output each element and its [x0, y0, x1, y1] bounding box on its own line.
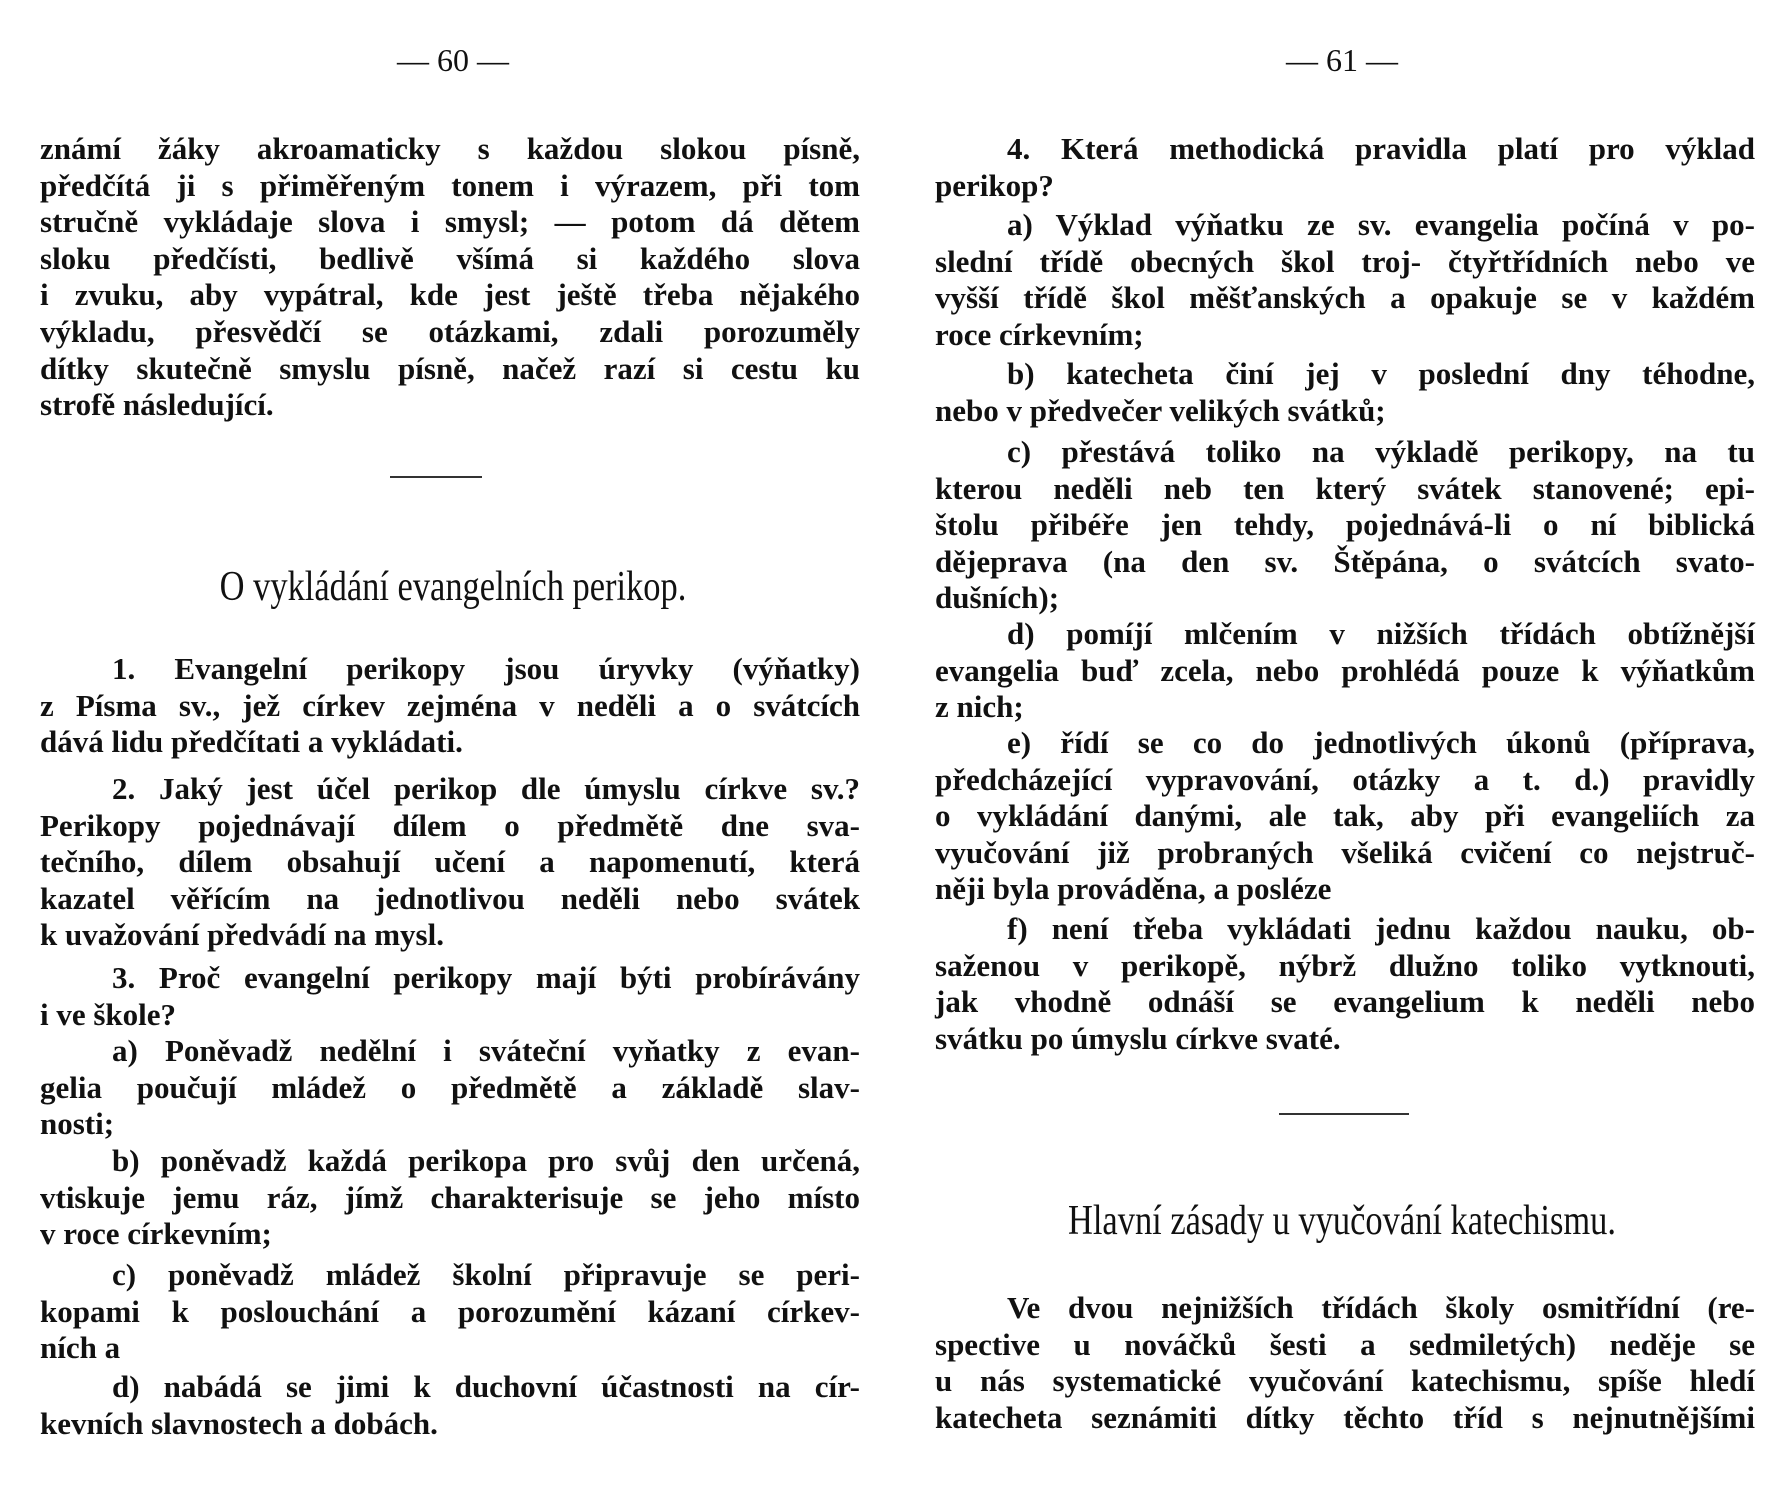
text-line: b) poněvadž každá perikopa pro svůj den určená,	[112, 1143, 860, 1178]
paragraph-closing	[935, 1290, 1755, 1436]
paragraph	[935, 207, 1755, 353]
page-number-left: — 60 —	[397, 42, 509, 78]
paragraph	[935, 356, 1755, 429]
paragraph	[935, 911, 1755, 1057]
paragraph-intro	[40, 131, 860, 424]
text-line: evangelia buď zcela, nebo prohlédá pouze k výňatkům	[935, 652, 1755, 688]
text-line: d) pomíjí mlčením v nižších třídách obtížnější	[1007, 616, 1755, 651]
paragraph	[935, 725, 1755, 908]
text-line: jak vhodně odnáší se evangelium k neděli nebo	[935, 984, 1755, 1020]
text-line: dušních);	[935, 580, 1060, 616]
text-line: slední třídě obecných škol troj- čtyřtřídních nebo ve	[935, 243, 1755, 279]
text-line: u nás systematické vyučování katechismu, spíše hledí	[935, 1363, 1755, 1399]
text-line: a) Výklad výňatku ze sv. evangelia počíná v po-	[1007, 207, 1755, 242]
paragraph	[40, 1369, 860, 1442]
text-line: výkladu, přesvědčí se otázkami, zdali porozuměly	[40, 313, 860, 349]
text-line: k uvažování předvádí na mysl.	[40, 917, 444, 953]
text-line: dítky skutečně smyslu písně, načež razí si cestu ku	[40, 350, 860, 386]
text-line: vyšší třídě škol měšťanských a opakuje se v každém	[935, 280, 1755, 316]
text-line: Perikopy pojednávají dílem o předmětě dne sva-	[40, 807, 860, 843]
text-line: c) poněvadž mládež školní připravuje se peri-	[112, 1257, 860, 1292]
text-line: i zvuku, aby vypátral, kde jest ještě třeba nějakého	[40, 277, 860, 313]
text-line: 1. Evangelní perikopy jsou úryvky (výňatky)	[112, 651, 860, 686]
text-line: v roce církevním;	[40, 1216, 272, 1252]
paragraph	[40, 651, 860, 761]
text-line: i ve škole?	[40, 996, 177, 1032]
text-line: b) katecheta činí jej v poslední dny téhodne,	[1007, 356, 1755, 391]
paragraph	[40, 960, 860, 1033]
text-line: vyučování již probraných všeliká cvičení co nejstruč-	[935, 834, 1755, 870]
text-line: vtiskuje jemu ráz, jímž charakterisuje se jeho místo	[40, 1179, 860, 1215]
text-line: předčítá ji s přiměřeným tonem i výrazem, při tom	[40, 167, 860, 203]
text-line: kterou neděli neb ten který svátek stanovené; epi-	[935, 470, 1755, 506]
text-line: 2. Jaký jest účel perikop dle úmyslu církve sv.?	[112, 771, 860, 806]
text-line: stručně vykládaje slova i smysl; — potom dá dětem	[40, 204, 860, 240]
section-divider	[390, 476, 482, 478]
text-line: spective u nováčků šesti a sedmiletých) neděje se	[935, 1326, 1755, 1362]
text-line: strofě následující.	[40, 387, 274, 423]
paragraph	[935, 131, 1755, 204]
text-line: kazatel věřícím na jednotlivou neděli nebo svátek	[40, 880, 860, 916]
text-line: nebo v předvečer velikých svátků;	[935, 392, 1386, 428]
text-line: 4. Která methodická pravidla platí pro výklad	[1007, 131, 1755, 166]
text-line: dějeprava (na den sv. Štěpána, o svátcích svato-	[935, 543, 1755, 579]
text-line: něji byla prováděna, a posléze	[935, 871, 1332, 907]
text-line: roce církevním;	[935, 316, 1144, 352]
text-line: kopami k poslouchání a porozumění kázaní církev-	[40, 1293, 860, 1329]
text-line: katecheta seznámiti dítky těchto tříd s nejnutnějšími	[935, 1399, 1755, 1435]
text-line: dává lidu předčítati a vykládati.	[40, 724, 463, 760]
paragraph	[40, 1143, 860, 1253]
text-line: c) přestává toliko na výkladě perikopy, na tu	[1007, 434, 1755, 469]
text-line: f) není třeba vykládati jednu každou nauku, ob-	[1007, 911, 1755, 946]
text-line: předcházející vypravování, otázky a t. d.) pravidly	[935, 761, 1755, 797]
text-line: tečního, dílem obsahují učení a napomenutí, která	[40, 844, 860, 880]
text-line: e) řídí se co do jednotlivých úkonů (příprava,	[1007, 725, 1755, 760]
text-line: gelia poučují mládež o předmětě a základě slav-	[40, 1069, 860, 1105]
paragraph	[40, 771, 860, 954]
text-line: 3. Proč evangelní perikopy mají býti probírávány	[112, 960, 860, 995]
text-line: o vykládání danými, ale tak, aby při evangeliích za	[935, 798, 1755, 834]
text-line: Ve dvou nejnižších třídách školy osmitřídní (re-	[1007, 1290, 1755, 1325]
section-heading-katechismus: Hlavní zásady u vyučování katechismu.	[1067, 1198, 1617, 1244]
paragraph	[935, 434, 1755, 617]
text-line: štolu přibéře jen tehdy, pojednává-li o ní biblická	[935, 507, 1755, 543]
text-line: svátku po úmyslu církve svaté.	[935, 1020, 1341, 1056]
paragraph	[935, 616, 1755, 726]
text-line: nosti;	[40, 1106, 115, 1142]
paragraph	[40, 1257, 860, 1367]
text-line: z Písma sv., jež církev zejména v neděli a o svátcích	[40, 687, 860, 723]
page-number-right: — 61 —	[1286, 42, 1398, 78]
text-line: perikop?	[935, 167, 1054, 203]
paragraph	[40, 1033, 860, 1143]
text-line: sloku předčísti, bedlivě všímá si každého slova	[40, 240, 860, 276]
text-line: kevních slavnostech a dobách.	[40, 1405, 438, 1441]
section-heading-perikopy: O vykládání evangelních perikop.	[219, 564, 687, 610]
section-divider	[1279, 1113, 1409, 1115]
text-line: známí žáky akroamaticky s každou slokou písně,	[40, 131, 860, 166]
text-line: a) Poněvadž nedělní i sváteční vyňatky z evan-	[112, 1033, 860, 1068]
text-line: ních a	[40, 1330, 121, 1366]
text-line: d) nabádá se jimi k duchovní účastnosti na cír-	[112, 1369, 860, 1404]
text-line: saženou v perikopě, nýbrž dlužno toliko vytknouti,	[935, 947, 1755, 983]
text-line: z nich;	[935, 689, 1024, 725]
